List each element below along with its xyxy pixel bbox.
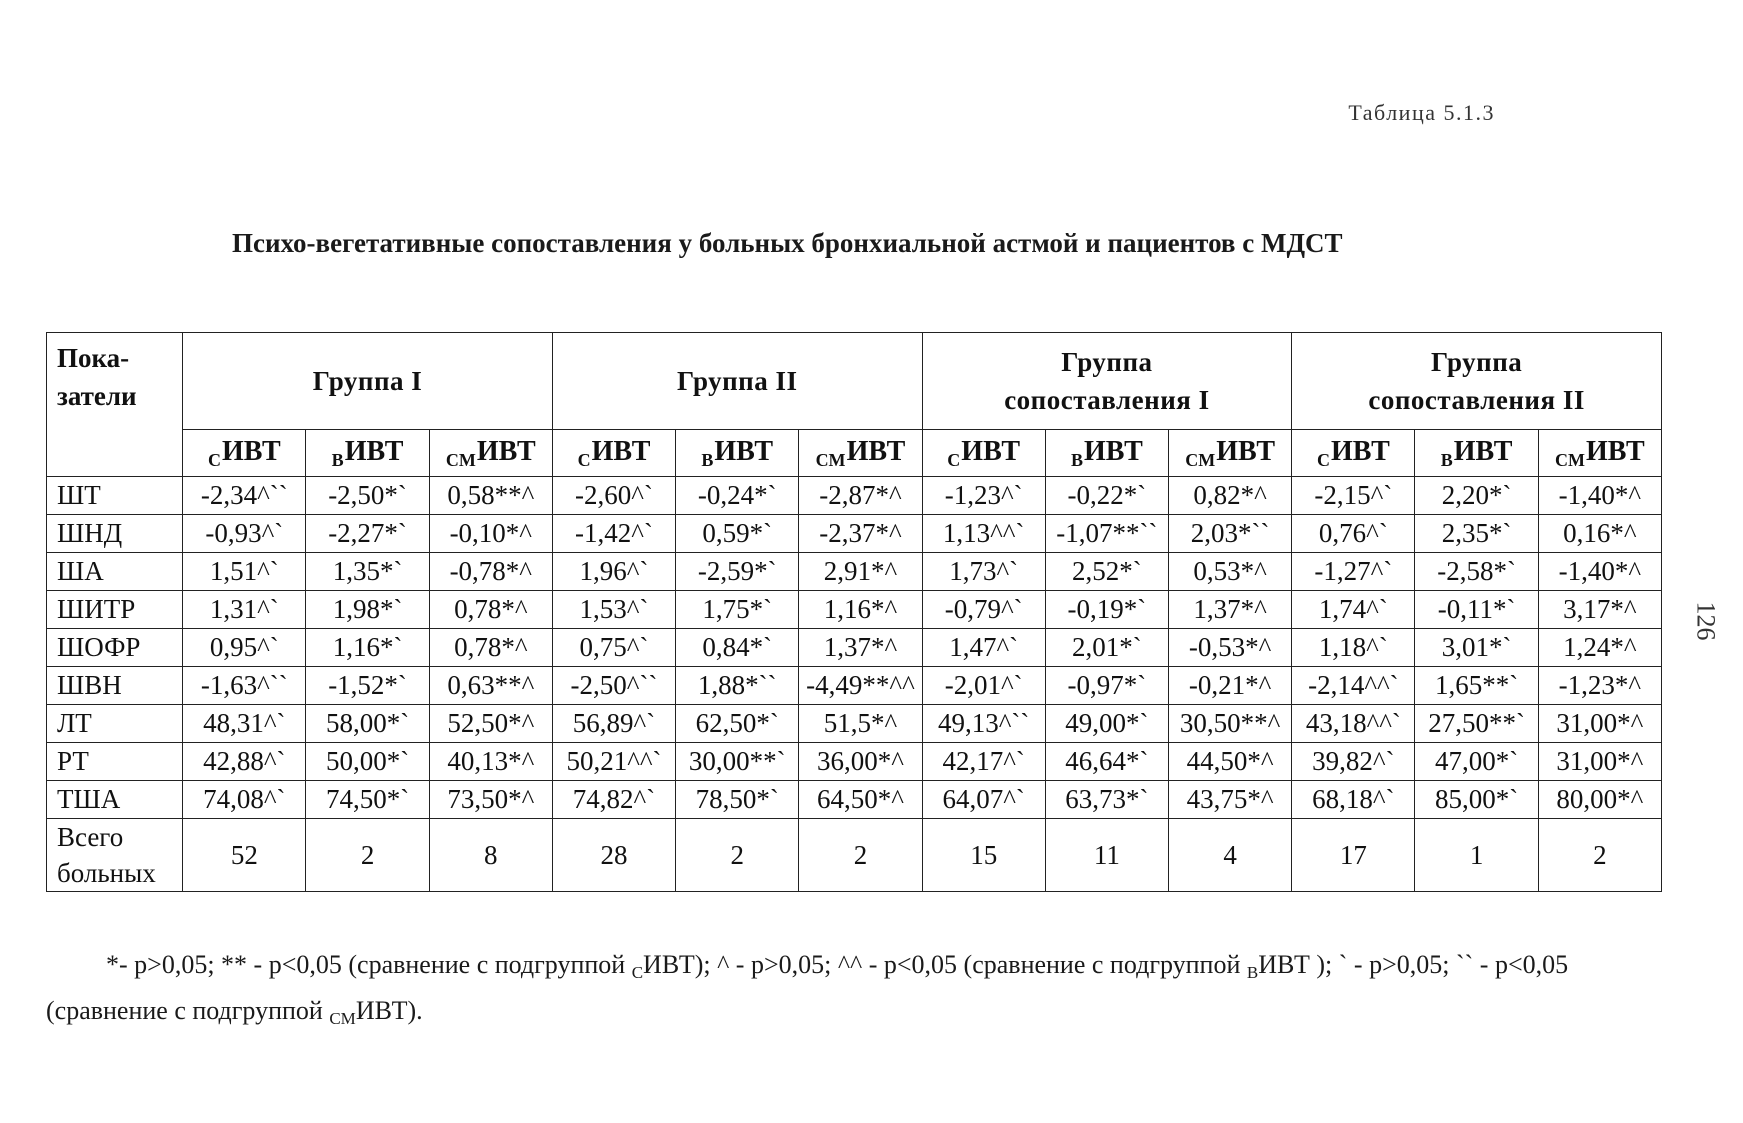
table-body xyxy=(47,477,1662,892)
table-cell: 27,50**` xyxy=(1415,705,1538,743)
total-cell: 2 xyxy=(799,819,922,892)
table-cell: 3,17*^ xyxy=(1538,591,1661,629)
table-cell: -0,10*^ xyxy=(429,515,552,553)
table-cell: 0,63**^ xyxy=(429,667,552,705)
table-cell: 30,00**` xyxy=(676,743,799,781)
subcolumn-prefix: СМ xyxy=(1554,449,1585,470)
table-cell: 0,75^` xyxy=(552,629,675,667)
table-cell: 1,35*` xyxy=(306,553,429,591)
table-cell: 56,89^` xyxy=(552,705,675,743)
table-cell: 1,16*` xyxy=(306,629,429,667)
table-cell: 74,50*` xyxy=(306,781,429,819)
table-cell: -2,58*` xyxy=(1415,553,1538,591)
table-cell: 2,91*^ xyxy=(799,553,922,591)
group-header-3 xyxy=(922,333,1292,430)
table-cell: 68,18^` xyxy=(1292,781,1415,819)
table-cell: 63,73*` xyxy=(1045,781,1168,819)
row-label: ША xyxy=(47,553,183,591)
total-cell: 28 xyxy=(552,819,675,892)
table-cell: 46,64*` xyxy=(1045,743,1168,781)
table-cell: 0,76^` xyxy=(1292,515,1415,553)
subcolumn-base: ИВТ xyxy=(1453,435,1513,467)
table-cell: 1,31^` xyxy=(183,591,306,629)
table-cell: -1,63^`` xyxy=(183,667,306,705)
row-label: ЛТ xyxy=(47,705,183,743)
table-cell: 1,98*` xyxy=(306,591,429,629)
table-cell: -2,34^`` xyxy=(183,477,306,515)
subcolumn-prefix: С xyxy=(1316,449,1330,470)
table-cell: 49,00*` xyxy=(1045,705,1168,743)
table-cell: 1,24*^ xyxy=(1538,629,1661,667)
table-cell: -1,52*` xyxy=(306,667,429,705)
table-cell: 1,74^` xyxy=(1292,591,1415,629)
table-cell: 40,13*^ xyxy=(429,743,552,781)
table-cell: 51,5*^ xyxy=(799,705,922,743)
group-header-2-line-1: Группа II xyxy=(676,366,798,396)
subcolumn-base: ИВТ xyxy=(1330,435,1390,467)
total-row xyxy=(47,819,1662,892)
table-row xyxy=(47,515,1662,553)
total-cell: 4 xyxy=(1169,819,1292,892)
row-label: ШИТР xyxy=(47,591,183,629)
table-row xyxy=(47,553,1662,591)
table-cell: -0,79^` xyxy=(922,591,1045,629)
table-cell: -0,93^` xyxy=(183,515,306,553)
table-row xyxy=(47,781,1662,819)
table-cell: -4,49**^^ xyxy=(799,667,922,705)
table-cell: 50,00*` xyxy=(306,743,429,781)
table-cell: 64,07^` xyxy=(922,781,1045,819)
total-cell: 15 xyxy=(922,819,1045,892)
subcolumn-base: ИВТ xyxy=(961,435,1021,467)
group-header-3-line-1: Группа xyxy=(1061,347,1153,377)
table-cell: -2,14^^` xyxy=(1292,667,1415,705)
table-cell: -0,19*` xyxy=(1045,591,1168,629)
subcolumn-header xyxy=(183,430,306,477)
table-cell: 0,84*` xyxy=(676,629,799,667)
table-cell: 1,73^` xyxy=(922,553,1045,591)
total-cell: 2 xyxy=(306,819,429,892)
subcolumn-prefix: В xyxy=(701,449,714,470)
table-row xyxy=(47,667,1662,705)
footnote-part-4: ИВТ). xyxy=(355,996,423,1025)
group-header-3-line-2: сопоставления I xyxy=(1004,385,1210,415)
table-cell: -2,50^`` xyxy=(552,667,675,705)
table-cell: 58,00*` xyxy=(306,705,429,743)
subcolumn-base: ИВТ xyxy=(344,435,404,467)
indicator-header xyxy=(47,333,183,477)
subcolumn-base: ИВТ xyxy=(846,435,906,467)
table-cell: 1,53^` xyxy=(552,591,675,629)
footnote-sub-3: СМ xyxy=(329,1009,356,1028)
table-cell: 80,00*^ xyxy=(1538,781,1661,819)
subcolumn-prefix: В xyxy=(1071,449,1084,470)
table-cell: 2,52*` xyxy=(1045,553,1168,591)
row-label: ШВН xyxy=(47,667,183,705)
subcolumn-base: ИВТ xyxy=(1216,435,1276,467)
subcolumn-header xyxy=(429,430,552,477)
subcolumn-base: ИВТ xyxy=(591,435,651,467)
subcolumn-prefix: С xyxy=(207,449,221,470)
table-cell: 0,53*^ xyxy=(1169,553,1292,591)
table-cell: 1,51^` xyxy=(183,553,306,591)
table-cell: 47,00*` xyxy=(1415,743,1538,781)
table-cell: -0,24*` xyxy=(676,477,799,515)
document-title: Психо-вегетативные сопоставления у больных бронхиальной астмой и пациентов с МДСТ xyxy=(232,228,1343,258)
table-cell: -0,22*` xyxy=(1045,477,1168,515)
table-cell: 62,50*` xyxy=(676,705,799,743)
table-cell: 0,16*^ xyxy=(1538,515,1661,553)
table-cell: 0,78*^ xyxy=(429,591,552,629)
table-cell: 1,75*` xyxy=(676,591,799,629)
subheader-row xyxy=(47,430,1662,477)
table-cell: 31,00*^ xyxy=(1538,743,1661,781)
subcolumn-prefix: СМ xyxy=(815,449,846,470)
group-header-4-line-2: сопоставления II xyxy=(1368,385,1585,415)
table-cell: -2,59*` xyxy=(676,553,799,591)
table-cell: -0,97*` xyxy=(1045,667,1168,705)
footnote-part-1: *- р>0,05; ** - р<0,05 (сравнение с подгруппой xyxy=(106,950,632,979)
table-cell: 74,08^` xyxy=(183,781,306,819)
subcolumn-header xyxy=(1169,430,1292,477)
subcolumn-header xyxy=(306,430,429,477)
subcolumn-base: ИВТ xyxy=(1084,435,1143,467)
subcolumn-prefix: С xyxy=(577,449,591,470)
table-cell: 78,50*` xyxy=(676,781,799,819)
row-label: РТ xyxy=(47,743,183,781)
table-cell: -0,78*^ xyxy=(429,553,552,591)
table-cell: 3,01*` xyxy=(1415,629,1538,667)
footnote xyxy=(46,946,1662,1038)
total-cell: 1 xyxy=(1415,819,1538,892)
table-cell: 0,95^` xyxy=(183,629,306,667)
group-header-4 xyxy=(1292,333,1662,430)
table-cell: 1,13^^` xyxy=(922,515,1045,553)
table-cell: 1,65**` xyxy=(1415,667,1538,705)
page-number: 126 xyxy=(1691,601,1721,641)
subcolumn-base: ИВТ xyxy=(714,435,774,467)
table-cell: 2,20*` xyxy=(1415,477,1538,515)
table-row xyxy=(47,591,1662,629)
table-cell: -0,53*^ xyxy=(1169,629,1292,667)
table-cell: 50,21^^` xyxy=(552,743,675,781)
table-cell: 1,16*^ xyxy=(799,591,922,629)
table-cell: 30,50**^ xyxy=(1169,705,1292,743)
table-cell: 0,82*^ xyxy=(1169,477,1292,515)
total-cell: 52 xyxy=(183,819,306,892)
subcolumn-header xyxy=(922,430,1045,477)
table-row xyxy=(47,705,1662,743)
group-header-1 xyxy=(183,333,553,430)
table-cell: 2,03*`` xyxy=(1169,515,1292,553)
subcolumn-header xyxy=(799,430,922,477)
table-cell: -2,37*^ xyxy=(799,515,922,553)
table-cell: 0,59*` xyxy=(676,515,799,553)
subcolumn-prefix: В xyxy=(1440,449,1453,470)
table-cell: -1,27^` xyxy=(1292,553,1415,591)
table-cell: 1,18^` xyxy=(1292,629,1415,667)
table-cell: 73,50*^ xyxy=(429,781,552,819)
total-cell: 8 xyxy=(429,819,552,892)
table-cell: -1,23*^ xyxy=(1538,667,1661,705)
total-row-label xyxy=(47,819,183,892)
total-row-label-line: Всего xyxy=(57,822,124,852)
table-cell: 1,37*^ xyxy=(799,629,922,667)
subcolumn-header xyxy=(1292,430,1415,477)
table-cell: 0,78*^ xyxy=(429,629,552,667)
table-cell: 85,00*` xyxy=(1415,781,1538,819)
group-header-1-line-1: Группа I xyxy=(312,366,423,396)
footnote-part-2: ИВТ); ^ - р>0,05; ^^ - р<0,05 (сравнение с подгруппой xyxy=(643,950,1247,979)
table-cell: 52,50*^ xyxy=(429,705,552,743)
total-row-label-line: больных xyxy=(57,858,156,888)
subcolumn-header xyxy=(1415,430,1538,477)
table-cell: 43,75*^ xyxy=(1169,781,1292,819)
table-cell: 49,13^`` xyxy=(922,705,1045,743)
subcolumn-prefix: СМ xyxy=(1185,449,1216,470)
table-cell: -1,40*^ xyxy=(1538,553,1661,591)
table-cell: 48,31^` xyxy=(183,705,306,743)
table-cell: 42,88^` xyxy=(183,743,306,781)
table-cell: -1,42^` xyxy=(552,515,675,553)
table-cell: -2,01^` xyxy=(922,667,1045,705)
total-cell: 17 xyxy=(1292,819,1415,892)
psycho-vegetative-table xyxy=(46,332,1662,892)
subcolumn-header xyxy=(1045,430,1168,477)
subcolumn-header xyxy=(1538,430,1661,477)
table-cell: 1,88*`` xyxy=(676,667,799,705)
table-cell: -2,27*` xyxy=(306,515,429,553)
table-cell: 42,17^` xyxy=(922,743,1045,781)
row-label: ТША xyxy=(47,781,183,819)
table-cell: 44,50*^ xyxy=(1169,743,1292,781)
table-cell: -0,11*` xyxy=(1415,591,1538,629)
footnote-sub-1: С xyxy=(631,963,644,982)
table-cell: 2,35*` xyxy=(1415,515,1538,553)
indicator-header-line-2: затели xyxy=(57,381,137,411)
table-cell: 39,82^` xyxy=(1292,743,1415,781)
total-cell: 11 xyxy=(1045,819,1168,892)
footnote-sub-2: В xyxy=(1246,963,1259,982)
table-cell: -2,15^` xyxy=(1292,477,1415,515)
table-cell: 43,18^^` xyxy=(1292,705,1415,743)
subcolumn-base: ИВТ xyxy=(221,435,281,467)
row-label: ШНД xyxy=(47,515,183,553)
row-label: ШОФР xyxy=(47,629,183,667)
subcolumn-base: ИВТ xyxy=(476,435,536,467)
table-cell: 64,50*^ xyxy=(799,781,922,819)
group-header-4-line-1: Группа xyxy=(1431,347,1523,377)
indicator-header-line-1: Пока- xyxy=(57,343,130,373)
subcolumn-header xyxy=(676,430,799,477)
row-label: ШТ xyxy=(47,477,183,515)
table-cell: 2,01*` xyxy=(1045,629,1168,667)
subcolumn-header xyxy=(552,430,675,477)
table-row xyxy=(47,629,1662,667)
table-cell: -2,50*` xyxy=(306,477,429,515)
table-cell: -2,87*^ xyxy=(799,477,922,515)
subcolumn-prefix: В xyxy=(331,449,344,470)
table-number: Таблица 5.1.3 xyxy=(1348,100,1495,125)
table-cell: 1,47^` xyxy=(922,629,1045,667)
table-cell: 74,82^` xyxy=(552,781,675,819)
subcolumn-prefix: С xyxy=(947,449,961,470)
subcolumn-base: ИВТ xyxy=(1585,435,1645,467)
table-cell: 0,58**^ xyxy=(429,477,552,515)
table-row xyxy=(47,477,1662,515)
table-cell: 1,96^` xyxy=(552,553,675,591)
table-cell: 31,00*^ xyxy=(1538,705,1661,743)
table-cell: -0,21*^ xyxy=(1169,667,1292,705)
subcolumn-prefix: СМ xyxy=(445,449,476,470)
table-row xyxy=(47,743,1662,781)
footnote-part-3: ИВТ ); ` - р>0,05; `` - р<0,05 (сравнение с подгруппой xyxy=(46,950,1569,1025)
table-cell: -1,40*^ xyxy=(1538,477,1661,515)
total-cell: 2 xyxy=(1538,819,1661,892)
group-header-2 xyxy=(552,333,922,430)
total-cell: 2 xyxy=(676,819,799,892)
table-cell: 36,00*^ xyxy=(799,743,922,781)
table-cell: -1,07**`` xyxy=(1045,515,1168,553)
table-cell: -2,60^` xyxy=(552,477,675,515)
table-cell: 1,37*^ xyxy=(1169,591,1292,629)
table-cell: -1,23^` xyxy=(922,477,1045,515)
